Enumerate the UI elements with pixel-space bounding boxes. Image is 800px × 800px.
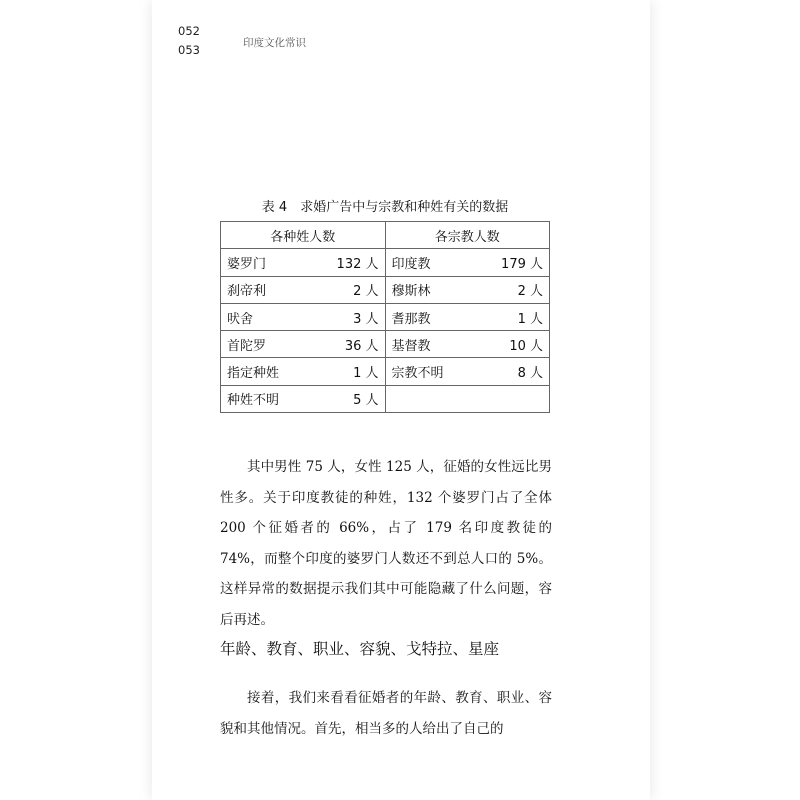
table-row xyxy=(221,249,550,276)
religion-name: 耆那教 xyxy=(391,311,431,327)
caste-count: 36 人 xyxy=(344,338,379,354)
religion-column-header: 各宗教人数 xyxy=(385,222,550,249)
caste-religion-table xyxy=(220,221,550,413)
running-head: 印度文化常识 xyxy=(243,37,306,49)
table-row xyxy=(221,303,550,330)
religion-name: 穆斯林 xyxy=(391,284,431,300)
table-row xyxy=(221,358,550,385)
table-row xyxy=(221,331,550,358)
religion-name: 宗教不明 xyxy=(391,366,444,382)
left-page-number: 052 xyxy=(178,24,200,38)
religion-count: 2 人 xyxy=(517,284,543,300)
religion-count: 1 人 xyxy=(517,311,543,327)
religion-name: 基督教 xyxy=(391,338,431,354)
section-heading: 年龄、教育、职业、容貌、戈特拉、星座 xyxy=(220,640,500,658)
caste-name: 指定种姓 xyxy=(227,366,280,382)
table-row xyxy=(221,276,550,303)
table-header-row xyxy=(221,222,550,249)
religion-name: 印度教 xyxy=(391,256,431,272)
caste-column-header: 各种姓人数 xyxy=(221,222,386,249)
caste-name: 刹帝利 xyxy=(227,284,267,300)
caste-count: 132 人 xyxy=(336,256,379,272)
caste-name: 首陀罗 xyxy=(227,338,267,354)
caste-count: 5 人 xyxy=(353,393,379,409)
caste-name: 种姓不明 xyxy=(227,393,280,409)
body-paragraph: 其中男性 75 人，女性 125 人，征婚的女性远比男性多。关于印度教徒的种姓，132 个婆罗门占了全体 200 个征婚者的 66%，占了 179 名印度教徒的 74%，而整个印度的婆罗门人数还不到总人口的 5%。这样异常的数据提示我们其中可能隐藏了什么问题，容后再述。 xyxy=(220,459,552,628)
religion-count: 8 人 xyxy=(517,366,543,382)
table-caption: 表 4 求婚广告中与宗教和种姓有关的数据 xyxy=(261,200,509,215)
religion-count: 179 人 xyxy=(501,256,543,272)
caste-count: 2 人 xyxy=(353,284,379,300)
body-paragraph: 接着，我们来看看征婚者的年龄、教育、职业、容貌和其他情况。首先，相当多的人给出了自己的 xyxy=(220,690,552,737)
caste-count: 1 人 xyxy=(353,366,379,382)
religion-count: 10 人 xyxy=(509,338,543,354)
page-numbers xyxy=(178,22,200,60)
table-row xyxy=(221,385,550,412)
caste-count: 3 人 xyxy=(353,311,379,327)
caste-name: 吠舍 xyxy=(227,311,254,327)
right-page-number: 053 xyxy=(178,43,200,57)
caste-name: 婆罗门 xyxy=(227,256,267,272)
